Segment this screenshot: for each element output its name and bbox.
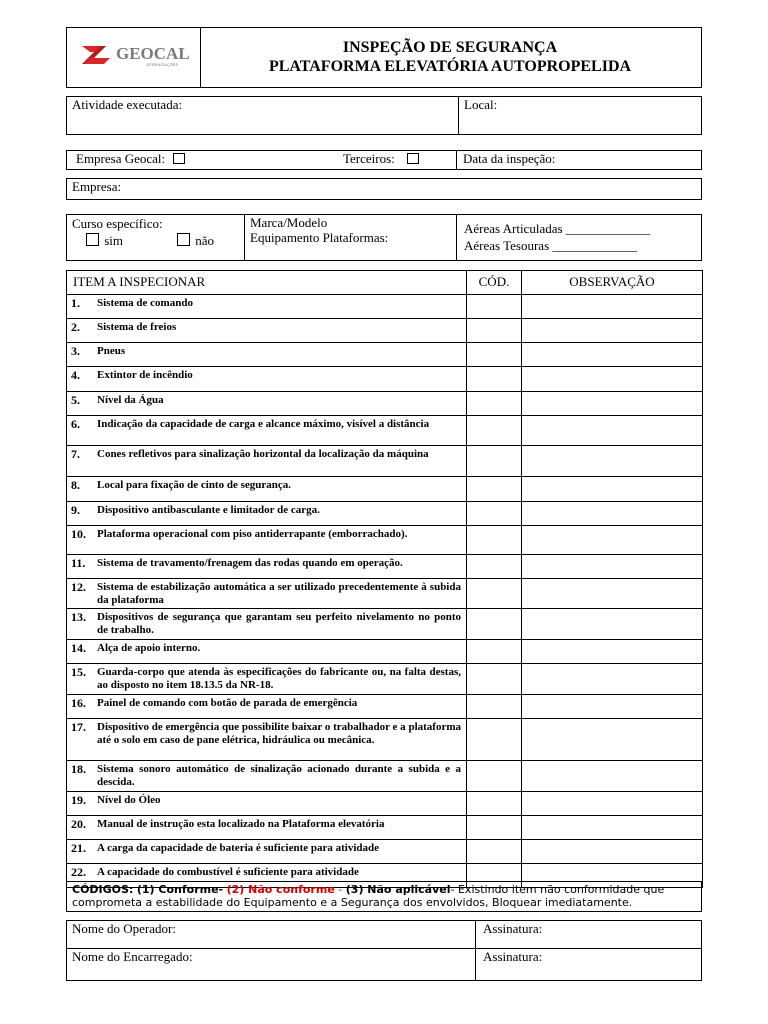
data-divider xyxy=(456,150,457,170)
item-cell xyxy=(67,555,467,579)
empresa-geocal-checkbox[interactable] xyxy=(173,153,185,164)
item-text: Plataforma operacional com piso antiderrapante (emborrachado). xyxy=(97,528,408,540)
item-cell xyxy=(67,446,467,477)
item-number: 15. xyxy=(71,665,86,679)
table-row xyxy=(67,416,703,446)
cod-cell[interactable] xyxy=(467,526,522,555)
table-row xyxy=(67,555,703,579)
item-cell xyxy=(67,609,467,640)
cod-cell[interactable] xyxy=(467,840,522,864)
item-text: Pneus xyxy=(97,345,126,357)
marca-divider xyxy=(456,214,457,261)
atividade-label: Atividade executada: xyxy=(72,97,183,112)
item-cell xyxy=(67,792,467,816)
observacao-cell[interactable] xyxy=(522,695,703,719)
table-row xyxy=(67,526,703,555)
logo-subtext: GERENCIAÇÕES xyxy=(146,62,179,67)
header-item: ITEM A INSPECIONAR xyxy=(67,271,467,295)
observacao-cell[interactable] xyxy=(522,792,703,816)
item-cell xyxy=(67,319,467,343)
equip-label: Equipamento Plataformas: xyxy=(250,230,389,245)
observacao-cell[interactable] xyxy=(522,319,703,343)
cod-cell[interactable] xyxy=(467,477,522,502)
marca-label: Marca/Modelo xyxy=(250,215,328,230)
item-number: 8. xyxy=(71,478,80,492)
item-text: A capacidade do combustível é suficiente para atividade xyxy=(97,866,359,878)
signatures-col-divider xyxy=(475,920,476,981)
code-conforme: (1) Conforme- xyxy=(136,883,224,896)
item-number: 11. xyxy=(71,556,86,570)
nao-option[interactable] xyxy=(177,233,214,249)
table-row xyxy=(67,761,703,792)
code-nao-conforme: (2) Não conforme xyxy=(226,883,335,896)
item-number: 16. xyxy=(71,696,86,710)
header-observacao: OBSERVAÇÃO xyxy=(522,271,703,295)
table-row xyxy=(67,446,703,477)
item-number: 22. xyxy=(71,865,86,879)
geocal-logo xyxy=(80,42,192,73)
observacao-cell[interactable] xyxy=(522,416,703,446)
code-nao-aplicavel: (3) Não aplicável xyxy=(345,883,451,896)
item-cell xyxy=(67,343,467,367)
item-text: Alça de apoio interno. xyxy=(97,642,201,654)
item-cell xyxy=(67,477,467,502)
observacao-cell[interactable] xyxy=(522,609,703,640)
item-text: Indicação da capacidade de carga e alcance máximo, visível a distância xyxy=(97,418,430,430)
empresa-geocal-field[interactable] xyxy=(76,151,185,167)
item-text: Dispositivos de segurança que garantam seu perfeito nivelamento no ponto de trabalho. xyxy=(97,611,461,636)
tesouras-label: Aéreas Tesouras _____________ xyxy=(464,238,637,253)
sim-option[interactable] xyxy=(86,233,123,249)
table-row xyxy=(67,477,703,502)
item-number: 4. xyxy=(71,368,80,382)
table-row xyxy=(67,695,703,719)
item-cell xyxy=(67,719,467,761)
title-line1: INSPEÇÃO DE SEGURANÇA xyxy=(342,39,558,56)
cod-cell[interactable] xyxy=(467,816,522,840)
item-number: 6. xyxy=(71,417,80,431)
observacao-cell[interactable] xyxy=(522,526,703,555)
header-cod: CÓD. xyxy=(467,271,522,295)
geocal-logo-icon xyxy=(80,42,192,68)
empresa-geocal-label: Empresa Geocal: xyxy=(76,151,166,166)
item-cell xyxy=(67,367,467,392)
terceiros-label: Terceiros: xyxy=(343,151,395,166)
item-cell xyxy=(67,640,467,664)
item-text: Nível do Óleo xyxy=(97,794,161,806)
data-inspecao-label: Data da inspeção: xyxy=(463,151,556,166)
cod-cell[interactable] xyxy=(467,640,522,664)
observacao-cell[interactable] xyxy=(522,664,703,695)
item-number: 19. xyxy=(71,793,86,807)
table-header-row xyxy=(67,271,703,295)
nao-checkbox[interactable] xyxy=(177,233,190,246)
encarregado-assinatura-label: Assinatura: xyxy=(483,949,543,964)
cod-cell[interactable] xyxy=(467,555,522,579)
cod-cell[interactable] xyxy=(467,392,522,416)
item-number: 3. xyxy=(71,344,80,358)
cod-cell[interactable] xyxy=(467,295,522,319)
item-text: Sistema de freios xyxy=(97,321,177,333)
encarregado-label: Nome do Encarregado: xyxy=(72,949,193,964)
operador-assinatura-label: Assinatura: xyxy=(483,921,543,936)
codes-legend xyxy=(66,881,702,912)
item-cell xyxy=(67,416,467,446)
item-text: Nível da Água xyxy=(97,394,164,406)
curso-divider xyxy=(244,214,245,261)
item-text: A carga da capacidade de bateria é suficiente para atividade xyxy=(97,842,380,854)
observacao-cell[interactable] xyxy=(522,579,703,609)
logo-wordmark: GEOCAL xyxy=(116,44,190,63)
cod-cell[interactable] xyxy=(467,761,522,792)
item-cell xyxy=(67,664,467,695)
terceiros-checkbox[interactable] xyxy=(407,153,419,164)
item-cell xyxy=(67,695,467,719)
codes-prefix: CÓDIGOS: xyxy=(72,883,134,896)
cod-cell[interactable] xyxy=(467,367,522,392)
item-text: Sistema de comando xyxy=(97,297,193,309)
item-number: 9. xyxy=(71,503,80,517)
observacao-cell[interactable] xyxy=(522,502,703,526)
item-text: Local para fixação de cinto de segurança. xyxy=(97,479,292,491)
observacao-cell[interactable] xyxy=(522,719,703,761)
cod-cell[interactable] xyxy=(467,343,522,367)
item-number: 18. xyxy=(71,762,86,776)
curso-label: Curso específico: xyxy=(72,216,163,231)
item-text: Extintor de incêndio xyxy=(97,369,193,381)
item-text: Dispositivo de emergência que possibilite baixar o trabalhador e a plataforma até o solo em caso de pane elétrica, hidráulica ou mecânica. xyxy=(97,721,461,746)
item-number: 14. xyxy=(71,641,86,655)
item-cell xyxy=(67,295,467,319)
empresa-label: Empresa: xyxy=(72,179,122,194)
table-row xyxy=(67,792,703,816)
item-cell xyxy=(67,392,467,416)
atividade-divider xyxy=(458,96,459,135)
observacao-cell[interactable] xyxy=(522,446,703,477)
cod-cell[interactable] xyxy=(467,319,522,343)
observacao-cell[interactable] xyxy=(522,367,703,392)
table-row xyxy=(67,579,703,609)
item-number: 2. xyxy=(71,320,80,334)
articuladas-label: Aéreas Articuladas _____________ xyxy=(464,221,651,236)
table-row xyxy=(67,367,703,392)
table-row xyxy=(67,502,703,526)
empresa-box xyxy=(66,178,702,200)
codes-note: - Existindo item não conformidade que comprometa a estabilidade do Equipamento e a Segurança dos envolvidos, Bloquear imediatamente. xyxy=(72,883,665,909)
observacao-cell[interactable] xyxy=(522,761,703,792)
table-row xyxy=(67,816,703,840)
item-number: 5. xyxy=(71,393,80,407)
item-text: Sistema sonoro automático de sinalização acionado durante a subida e a descida. xyxy=(97,763,461,788)
cod-cell[interactable] xyxy=(467,609,522,640)
cod-cell[interactable] xyxy=(467,695,522,719)
item-cell xyxy=(67,526,467,555)
observacao-cell[interactable] xyxy=(522,555,703,579)
cod-cell[interactable] xyxy=(467,664,522,695)
item-cell xyxy=(67,840,467,864)
item-text: Sistema de estabilização automática a ser utilizado precedentemente à subida da plataforma xyxy=(97,581,461,606)
sim-checkbox[interactable] xyxy=(86,233,99,246)
item-cell xyxy=(67,502,467,526)
cod-cell[interactable] xyxy=(467,719,522,761)
cod-cell[interactable] xyxy=(467,416,522,446)
table-row xyxy=(67,319,703,343)
table-row xyxy=(67,392,703,416)
table-row xyxy=(67,840,703,864)
item-text: Manual de instrução esta localizado na Plataforma elevatória xyxy=(97,818,385,830)
cod-cell[interactable] xyxy=(467,792,522,816)
item-text: Painel de comando com botão de parada de emergência xyxy=(97,697,358,709)
observacao-cell[interactable] xyxy=(522,477,703,502)
observacao-cell[interactable] xyxy=(522,816,703,840)
observacao-cell[interactable] xyxy=(522,640,703,664)
table-row xyxy=(67,664,703,695)
table-row xyxy=(67,295,703,319)
item-text: Guarda-corpo que atenda às especificações do fabricante ou, na falta destas, ao disposto no item 18.13.5 da NR-18. xyxy=(97,666,461,691)
terceiros-field[interactable] xyxy=(343,151,419,167)
table-row xyxy=(67,609,703,640)
table-row xyxy=(67,719,703,761)
cod-cell[interactable] xyxy=(467,446,522,477)
item-number: 12. xyxy=(71,580,86,594)
title-line2: PLATAFORMA ELEVATÓRIA AUTOPROPELIDA xyxy=(268,58,632,75)
item-number: 10. xyxy=(71,527,86,541)
table-row xyxy=(67,343,703,367)
observacao-cell[interactable] xyxy=(522,392,703,416)
nao-label: não xyxy=(195,233,215,248)
item-number: 1. xyxy=(71,296,80,310)
item-number: 20. xyxy=(71,817,86,831)
inspection-table xyxy=(66,270,703,888)
operador-label: Nome do Operador: xyxy=(72,921,176,936)
item-cell xyxy=(67,816,467,840)
item-text: Dispositivo antibasculante e limitador de carga. xyxy=(97,504,320,516)
cod-cell[interactable] xyxy=(467,502,522,526)
item-number: 13. xyxy=(71,610,86,624)
observacao-cell[interactable] xyxy=(522,295,703,319)
item-text: Cones refletivos para sinalização horizontal da localização da máquina xyxy=(97,448,429,460)
sim-label: sim xyxy=(104,233,124,248)
item-number: 7. xyxy=(71,447,80,461)
cod-cell[interactable] xyxy=(467,579,522,609)
code-separator: - xyxy=(338,883,343,896)
item-text: Sistema de travamento/frenagem das rodas quando em operação. xyxy=(97,557,403,569)
observacao-cell[interactable] xyxy=(522,343,703,367)
observacao-cell[interactable] xyxy=(522,840,703,864)
local-label: Local: xyxy=(464,97,498,112)
item-cell xyxy=(67,579,467,609)
item-cell xyxy=(67,761,467,792)
table-row xyxy=(67,640,703,664)
item-number: 17. xyxy=(71,720,86,734)
item-number: 21. xyxy=(71,841,86,855)
